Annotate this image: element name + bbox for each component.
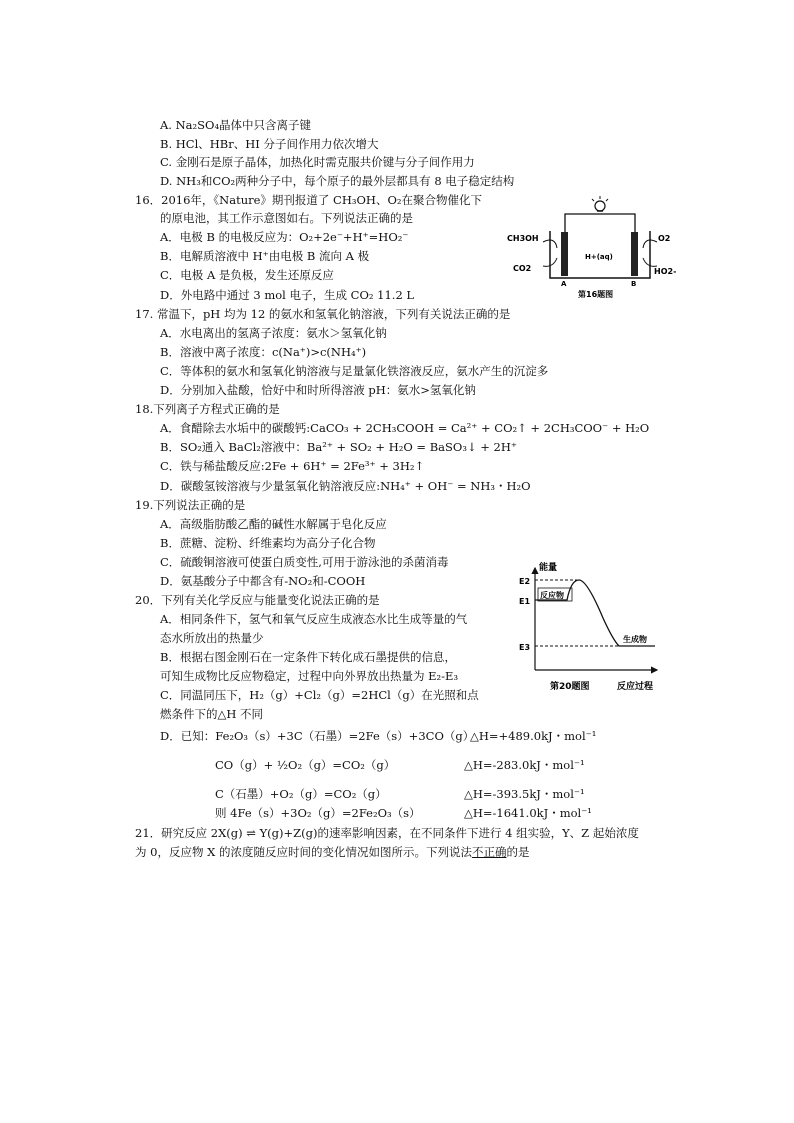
q21-stem-1: 21．研究反应 2X(g) ⇌ Y(g)+Z(g)的速率影响因素，在不同条件下进行 4 组实验，Y、Z 起始浓度 [135,826,639,840]
electrode-b [631,232,638,276]
q19-option-d: D．氨基酸分子中都含有-NO₂和-COOH [160,574,366,588]
q20-energy-diagram [505,558,670,701]
q21-stem-2c: 的是 [506,845,530,859]
q19-option-b: B．蔗糖、淀粉、纤维素均为高分子化合物 [160,536,376,550]
q20-option-d-3: C（石墨）+O₂（g）=CO₂（g） [215,787,387,801]
q17-option-a: A．水电离出的氢离子浓度：氨水＞氢氧化钠 [160,326,387,340]
q19-option-a: A．高级脂肪酸乙酯的碱性水解属于皂化反应 [160,517,387,531]
electrode-a [561,232,568,276]
label-ho2: HO2- [654,267,677,276]
y-axis-label: 能量 [539,563,558,573]
q18-option-d: D．碳酸氢铵溶液与少量氢氧化钠溶液反应:NH₄⁺ + OH⁻ = NH₃・H₂O [160,479,531,493]
q21-stem-2a: 为 0，反应物 X 的浓度随反应时间的变化情况如图所示。下列说法 [135,845,472,859]
q20-option-d-1: D．已知：Fe₂O₃（s）+3C（石墨）=2Fe（s）+3CO（g） [160,729,475,743]
q20-option-d-2-dh: △H=-283.0kJ・mol⁻¹ [464,758,585,772]
label-electrode-b: B [631,280,637,288]
q15-option-b: B. HCl、HBr、HI 分子间作用力依次增大 [160,137,379,151]
q20-option-d-4-dh: △H=-1641.0kJ・mol⁻¹ [464,806,592,820]
q18-option-b: B．SO₂通入 BaCl₂溶液中：Ba²⁺ + SO₂ + H₂O = BaSO₃↓ + 2H⁺ [160,440,517,454]
label-electrolyte: H+(aq) [585,253,613,261]
label-e1: E1 [519,597,531,606]
q18-option-a: A．食醋除去水垢中的碳酸钙:CaCO₃ + 2CH₃COOH = Ca²⁺ + CO₂↑ + 2CH₃COO⁻ + H₂O [160,421,650,435]
q16-option-b: B．电解质溶液中 H⁺由电极 B 流向 A 极 [160,249,370,263]
q16-option-a: A．电极 B 的电极反应为：O₂+2e⁻+H⁺=HO₂⁻ [160,230,409,244]
x-axis-label: 反应过程 [617,682,654,692]
label-product: 生成物 [623,635,647,644]
q15-option-a: A. Na₂SO₄晶体中只含离子键 [160,118,312,132]
q20-stem: 20．下列有关化学反应与能量变化说法正确的是 [135,593,380,607]
q20-option-a-1: A．相同条件下，氢气和氧气反应生成液态水比生成等量的气 [160,612,468,626]
q16-option-d: D．外电路中通过 3 mol 电子，生成 CO₂ 11.2 L [160,288,415,302]
q16-stem-2: 的原电池，其工作示意图如右。下列说法正确的是 [160,211,413,225]
label-electrode-a: A [561,280,567,288]
q15-option-c: C. 金刚石是原子晶体，加热化时需克服共价键与分子间作用力 [160,155,475,169]
q17-option-b: B．溶液中离子浓度：c(Na⁺)>c(NH₄⁺) [160,345,367,359]
label-co2: CO2 [513,264,532,273]
q16-cell-diagram [505,196,685,302]
q20-figure-caption: 第20题图 [550,682,590,692]
q15-option-d: D. NH₃和CO₂两种分子中，每个原子的最外层都具有 8 电子稳定结构 [160,174,515,188]
q21-stem-2b: 不正确 [471,845,507,859]
q20-option-d-4: 则 4Fe（s）+3O₂（g）=2Fe₂O₃（s） [215,806,421,820]
q20-option-d-2: CO（g）+ ½O₂（g）=CO₂（g） [215,758,396,772]
q16-stem-1: 16．2016年，《Nature》期刊报道了 CH₃OH、O₂在聚合物催化下 [135,193,482,207]
q16-figure-caption: 第16题图 [578,290,614,299]
q18-option-c: C．铁与稀盐酸反应:2Fe + 6H⁺ = 2Fe³⁺ + 3H₂↑ [160,459,425,473]
q16-option-c: C．电极 A 是负极，发生还原反应 [160,268,334,282]
q19-stem: 19.下列说法正确的是 [135,498,246,512]
q19-option-c: C．硫酸铜溶液可使蛋白质变性,可用于游泳池的杀菌消毒 [160,555,449,569]
q21-stem-2 [135,844,529,860]
q20-option-d-3-dh: △H=-393.5kJ・mol⁻¹ [464,787,585,801]
q20-option-a-2: 态水所放出的热量少 [160,631,264,645]
q17-option-c: C．等体积的氨水和氢氧化钠溶液与足量氯化铁溶液反应，氨水产生的沉淀多 [160,364,549,378]
q20-option-d-1-dh: △H=+489.0kJ・mol⁻¹ [470,729,597,743]
q20-option-b-2: 可知生成物比反应物稳定，过程中向外界放出热量为 E₂-E₃ [160,669,459,683]
label-e2: E2 [519,577,531,586]
q20-option-b-1: B．根据右图金刚石在一定条件下转化成石墨提供的信息， [160,650,456,664]
label-o2: O2 [658,234,671,243]
q17-option-d: D．分别加入盐酸，恰好中和时所得溶液 pH：氨水>氢氧化钠 [160,383,476,397]
q18-stem: 18.下列离子方程式正确的是 [135,402,280,416]
bulb-icon [592,196,608,211]
label-reactant: 反应物 [540,591,564,600]
label-ch3oh: CH3OH [507,234,539,243]
label-e3: E3 [519,643,531,652]
q17-stem: 17. 常温下，pH 均为 12 的氨水和氢氧化钠溶液，下列有关说法正确的是 [135,307,511,321]
q20-option-c-2: 燃条件下的△H 不同 [160,707,264,721]
q20-option-c-1: C．同温同压下，H₂（g）+Cl₂（g）=2HCl（g）在光照和点 [160,688,479,702]
